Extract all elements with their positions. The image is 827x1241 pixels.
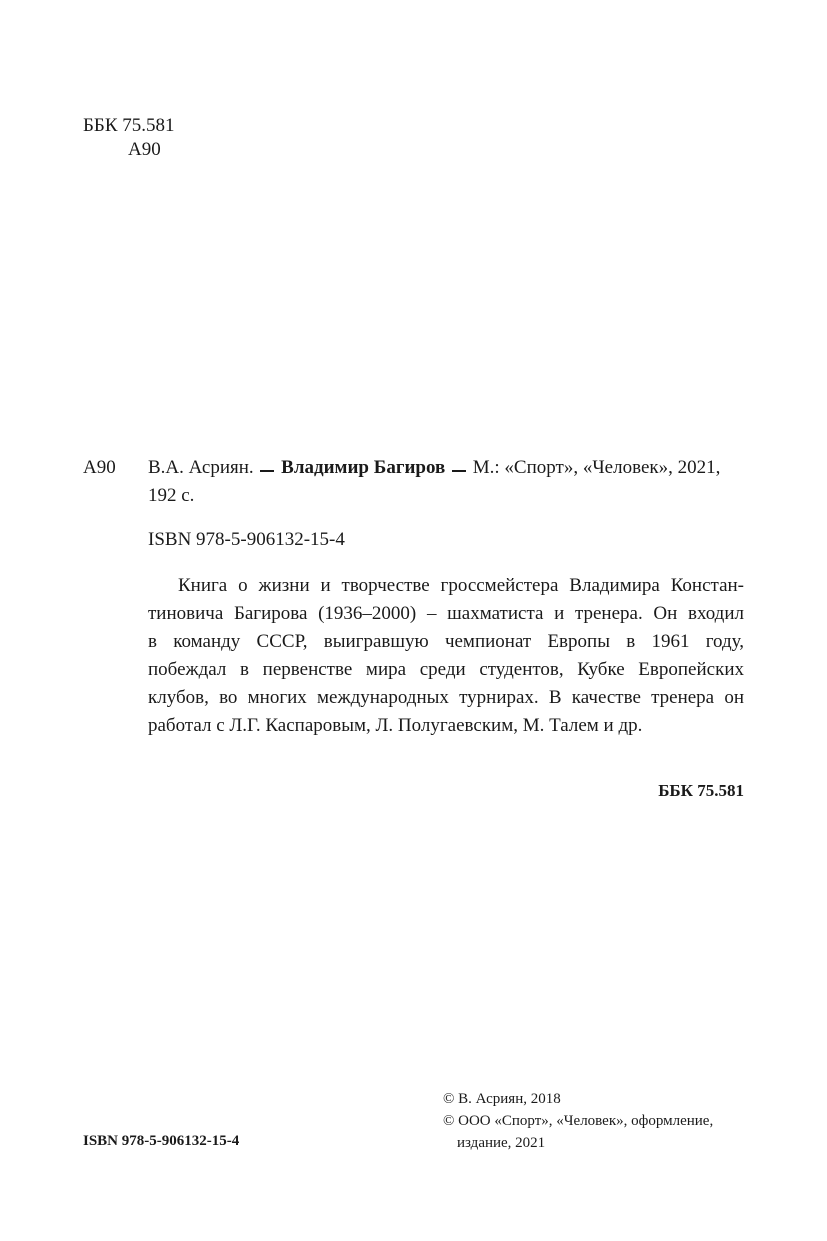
record-publisher: М.: «Спорт», «Человек», 2021, [472, 457, 721, 478]
isbn-bottom: ISBN 978-5-906132-15-4 [83, 1133, 240, 1149]
author-mark: А90 [128, 139, 161, 160]
bbk-code: ББК 75.581 [83, 115, 175, 136]
copyright-author: © В. Асриян, 2018 [443, 1091, 561, 1107]
record-author: В.А. Асриян. [148, 457, 254, 478]
abstract-paragraph [148, 572, 744, 740]
record-title: Владимир Багиров [281, 457, 446, 478]
classification-block [83, 114, 175, 162]
copyright-block [443, 1088, 713, 1154]
abstract-line: работал с Л.Г. Каспаровым, Л. Полугаевским, М. Талем и др. [148, 715, 643, 736]
dash-separator [452, 470, 466, 472]
abstract-line: тиновича Багирова (1936–2000) – шахматиста и тренера. Он входил [148, 603, 744, 624]
record-pages: 192 с. [148, 485, 195, 506]
bibliographic-record [148, 454, 744, 510]
dash-separator [260, 470, 274, 472]
record-isbn: ISBN 978-5-906132-15-4 [148, 529, 345, 550]
abstract-line: побеждал в первенстве мира среди студентов, Кубке Европейских [148, 659, 744, 680]
abstract-line: клубов, во многих международных турнирах. В качестве тренера он [148, 687, 744, 708]
copyright-edition: издание, 2021 [457, 1135, 546, 1151]
bbk-bottom: ББК 75.581 [658, 781, 744, 800]
abstract-line: Книга о жизни и творчестве гроссмейстера Владимира Констан- [178, 575, 744, 596]
copyright-publisher: © ООО «Спорт», «Человек», оформление, [443, 1113, 714, 1129]
abstract-line: в команду СССР, выигравшую чемпионат Европы в 1961 году, [148, 631, 744, 652]
catalog-code: А90 [83, 457, 116, 478]
